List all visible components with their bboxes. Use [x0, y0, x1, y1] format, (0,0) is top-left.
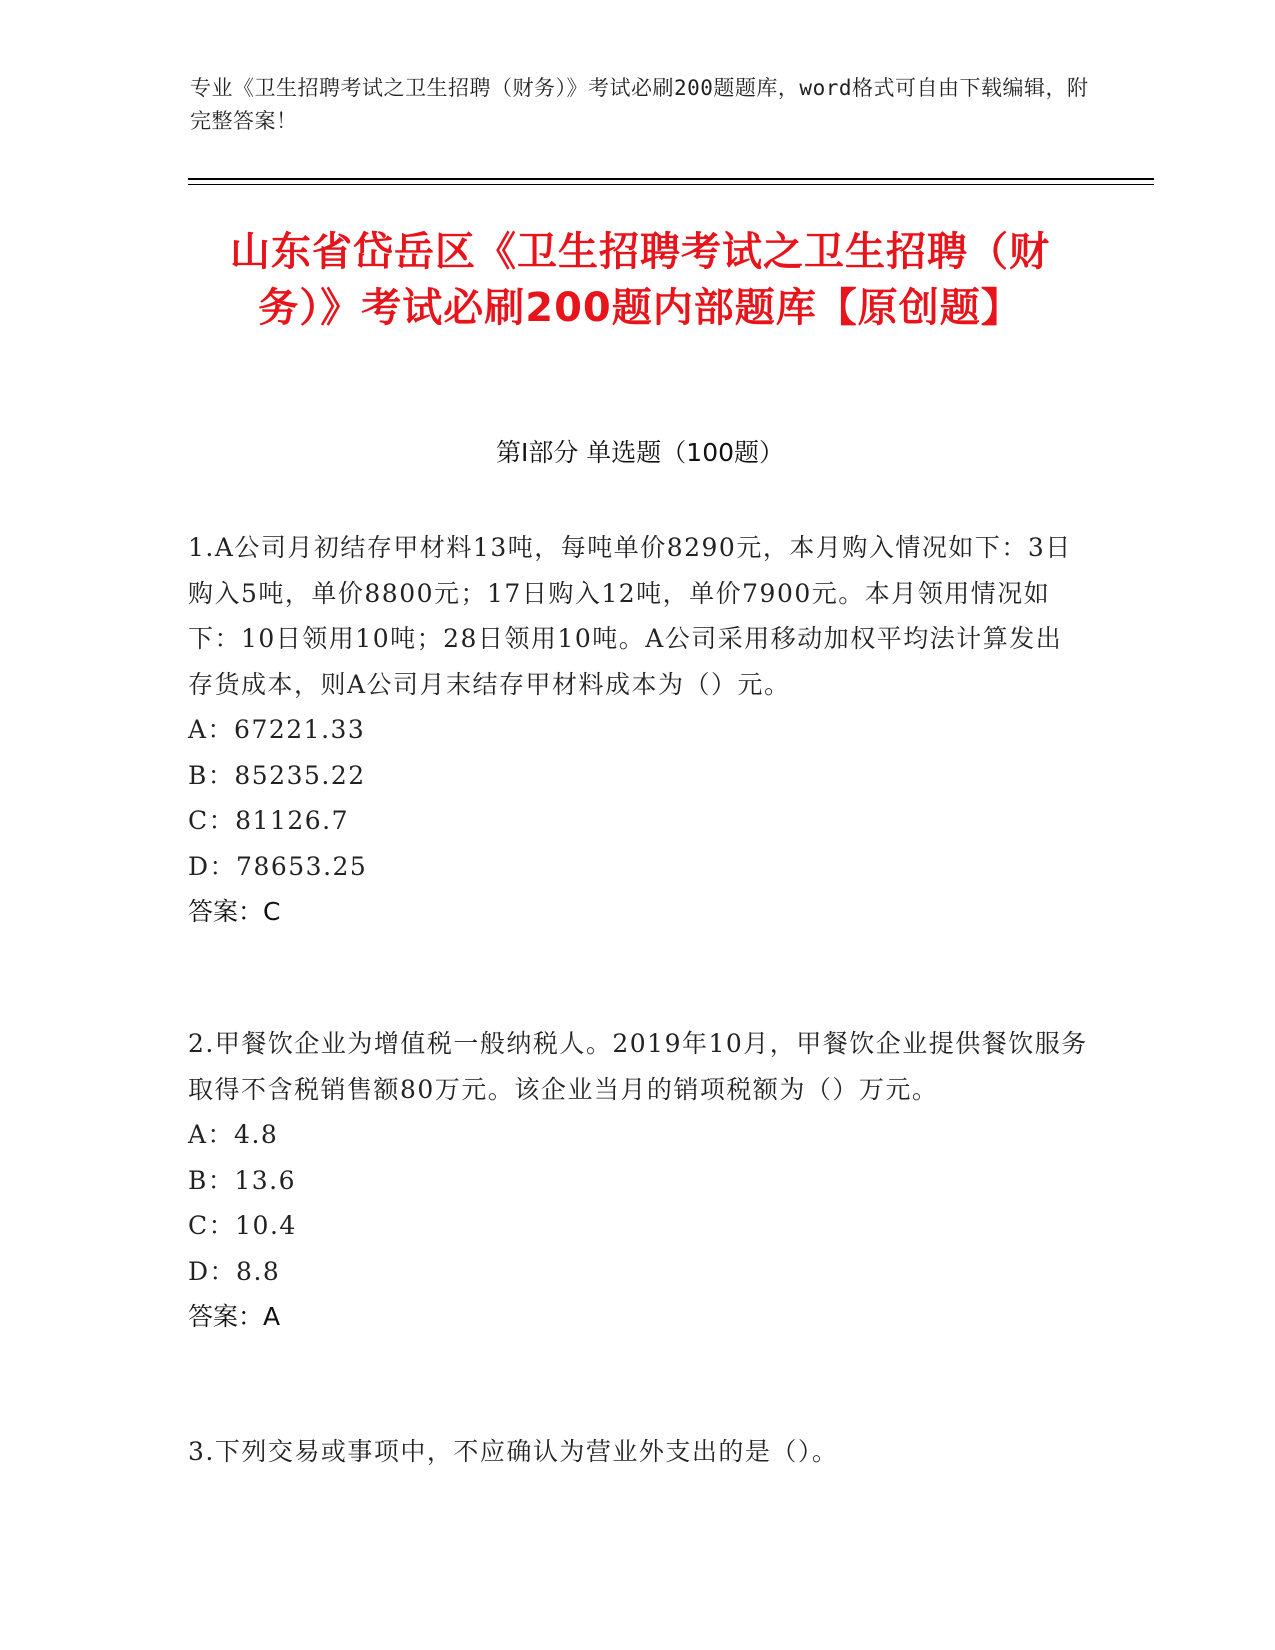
option-b: B：13.6 [188, 1165, 297, 1195]
option-d: D：78653.25 [188, 851, 368, 881]
option-c: C：81126.7 [188, 806, 350, 835]
section-title: 第Ⅰ部分 单选题（100题） [495, 438, 785, 467]
header-divider-thick [188, 178, 1154, 180]
answer: 答案：A [188, 1302, 281, 1331]
option-c: C：10.4 [188, 1211, 297, 1240]
answer: 答案：C [188, 897, 281, 926]
document-title: 山东省岱岳区《卫生招聘考试之卫生招聘（财务）》考试必刷200题内部题库【原创题】 [230, 229, 1050, 331]
option-d: D：8.8 [188, 1256, 281, 1286]
header-note: 专业《卫生招聘考试之卫生招聘（财务）》考试必刷200题题库，word格式可自由下载编辑，附完整答案！ [190, 76, 1089, 133]
question-2 [188, 1021, 1088, 1340]
option-a: A：4.8 [188, 1120, 279, 1149]
option-a: A：67221.33 [188, 715, 366, 744]
header-divider-thin [188, 184, 1154, 185]
option-b: B：85235.22 [188, 760, 366, 790]
question-1 [188, 525, 1088, 935]
question-stem: 1.A公司月初结存甲材料13吨，每吨单价8290元，本月购入情况如下：3日购入5吨，单价8800元；17日购入12吨，单价7900元。本月领用情况如下：10日领用10吨；28日领用10吨。A公司采用移动加权平均法计算发出存货成本，则A公司月末结存甲材料成本为（）元。 [188, 533, 1072, 699]
question-3 [188, 1429, 1088, 1475]
question-stem: 3.下列交易或事项中，不应确认为营业外支出的是（）。 [188, 1437, 839, 1466]
question-stem: 2.甲餐饮企业为增值税一般纳税人。2019年10月，甲餐饮企业提供餐饮服务取得不含税销售额80万元。该企业当月的销项税额为（）万元。 [188, 1029, 1088, 1104]
